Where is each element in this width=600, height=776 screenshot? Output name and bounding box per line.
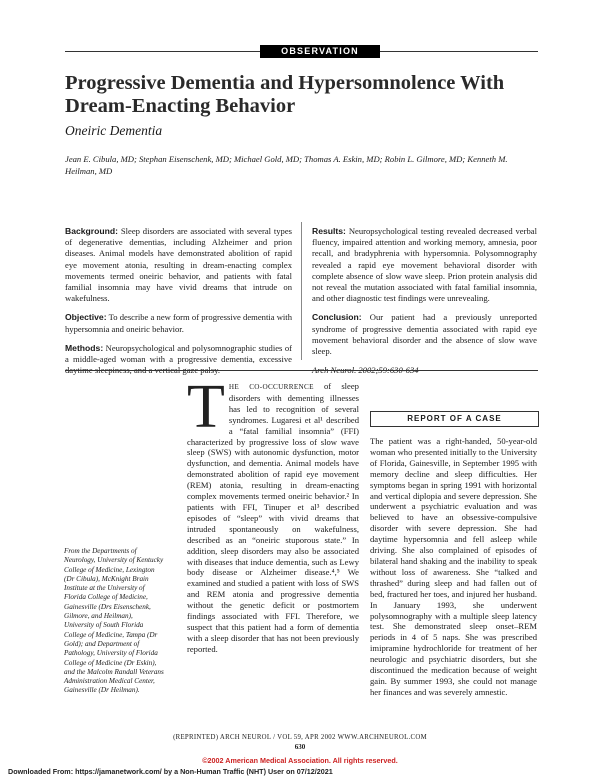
journal-footer: (REPRINTED) ARCH NEUROL / VOL 59, APR 2002 WWW.ARCHNEUROL.COM bbox=[173, 734, 427, 741]
abstract-right-column bbox=[312, 226, 537, 384]
abstract-objective bbox=[65, 312, 292, 334]
introduction-text: of sleep disorders with dementing illnesses has led to recognition of several syndromes. Lugaresi et al¹ described a “fatal familial insomnia” (FFI) characterized by progressive loss of slow wave sleep (SWS) with autonomic dysfunction, motor dysfunction, and dementia. Animal models have demonstrated abolition of rapid eye movement (REM) atonia, resulting in dream-enacting complex movements termed oneiric behavior.² In patients with FFI, Tinuper et al³ described episodes of “sleep” with vivid dreams that intruded spontaneously on wakefulness, described as an “oneiric stuporous state.” In addition, sleep disorders may also be associated with diseases that induce dementia, such as Lewy body disease or Alzheimer disease.⁴,⁵ We examined and studied a patient with loss of SWS and REM atonia and progressive dementia without the genetic deficit or postmortem findings associated with FFI. Therefore, we suspect that this patient had a form of dementia with a sleep disorder that has not been previously reported. bbox=[187, 381, 359, 654]
abstract-heading: Results: bbox=[312, 226, 346, 236]
abstract-text: Neuropsychological and polysomnographic studies of a middle-aged woman with a progressive dementia, excessive daytime sleepiness, and a vertical gaze palsy. bbox=[65, 342, 292, 376]
article-subtitle: Oneiric Dementia bbox=[65, 123, 163, 138]
abstract-left-column bbox=[65, 226, 292, 384]
abstract-heading: Methods: bbox=[65, 342, 104, 353]
abstract-text: Sleep disorders are associated with several types of degenerative dementias, including Alzheimer and prion diseases. Animal models have demonstrated abolition of rapid eye movement atonia, resulting in dream-enacting complex movements termed oneiric behavior, and patients with fatal familial insomnia may have vivid dreams that intrude on wakefulness. bbox=[65, 226, 293, 304]
abstract-methods bbox=[65, 343, 292, 377]
abstract-divider bbox=[301, 222, 302, 360]
page-number: 630 bbox=[294, 743, 306, 751]
case-report-column bbox=[370, 436, 537, 698]
copyright-notice: ©2002 American Medical Association. All rights reserved. bbox=[202, 756, 398, 765]
abstract-heading: Objective: bbox=[65, 312, 107, 323]
lead-in: HE CO-OCCURRENCE bbox=[228, 383, 314, 391]
author-affiliations: From the Departments of Neurology, University of Kentucky College of Medicine, Lexington (Dr Cibula), McKnight Brain Institute at the University of Florida College of Medicine, Gainesville (Drs Eisenschenk, Gilmore, and Heilman), University of South Florida College of Medicine, Tampa (Dr Gold); and Department of Pathology, University of Florida College of Medicine (Dr Eskin), and the Malcolm Randall Veterans Administration Medical Center, Gainesville (Dr Heilman). bbox=[64, 547, 164, 695]
section-banner bbox=[65, 45, 538, 59]
abstract-text: Neuropsychological testing revealed decreased verbal fluency, impaired attention and working memory, amnesia, poor recall, and bradyphrenia with hypersomnia. Polysomnography revealed a rapid eye movement behavioral disorder with complete absence of slow wave sleep. Prion protein analysis did not reveal the mutation associated with fatal familial insomnia, and other diagnostic test findings were unrevealing. bbox=[312, 226, 537, 304]
abstract-heading: Conclusion: bbox=[312, 312, 362, 323]
section-tag: OBSERVATION bbox=[260, 45, 380, 58]
abstract-text: To describe a new form of progressive dementia with hypersomnia and oneiric behavior. bbox=[65, 312, 292, 334]
download-notice: Downloaded From: https://jamanetwork.com/ by a Non-Human Traffic (NHT) User on 07/12/2021 bbox=[8, 767, 333, 776]
report-heading: REPORT OF A CASE bbox=[407, 414, 502, 423]
article-title: Progressive Dementia and Hypersomnolence With Dream-Enacting Behavior bbox=[65, 72, 505, 117]
abstract-conclusion bbox=[312, 312, 537, 357]
abstract-text: Our patient had a previously unreported syndrome of progressive dementia associated with rapid eye movement behavioral disorder and the absence of slow wave sleep. bbox=[312, 312, 537, 357]
author-list: Jean E. Cibula, MD; Stephan Eisenschenk, MD; Michael Gold, MD; Thomas A. Eskin, MD; Robin L. Gilmore, MD; Kenneth M. Heilman, MD bbox=[65, 154, 508, 176]
introduction-column bbox=[187, 373, 359, 655]
abstract-background bbox=[65, 226, 292, 304]
abstract-results bbox=[312, 226, 537, 304]
abstract-rule bbox=[65, 370, 538, 371]
drop-cap: T bbox=[187, 373, 225, 441]
report-heading-box bbox=[370, 411, 539, 427]
citation: Arch Neurol. 2002;59:630-634 bbox=[312, 365, 419, 376]
case-report-text: The patient was a right-handed, 50-year-old woman who presented initially to the University of Florida, Gainesville, in September 1995 with memory decline and sleep difficulties. Her symptoms began in spring 1991 with horizontal and vertical diplopia and severe depression. She underwent a psychiatric evaluation and was believed to have an obsessive-compulsive disorder with severe depression. She had daytime hypersomnia and fell asleep while driving. She also complained of episodes of bilateral hand shaking and the inability to speak without loss of awareness. She “talked and thrashed” during sleep and had fallen out of bed, fractured her toes, and injured her husband. In January 1993, she underwent polysomnography with a multiple sleep latency test. She demonstrated sleep onset–REM periods in 4 of 5 naps. She was prescribed imipramine hydrochloride for treatment of her neurologic and psychiatric disorders, but she discontinued the medication because of weight gain. By summer 1993, she could not manage her finances and was severely amnestic. bbox=[370, 436, 537, 697]
abstract-heading: Background: bbox=[65, 226, 118, 236]
